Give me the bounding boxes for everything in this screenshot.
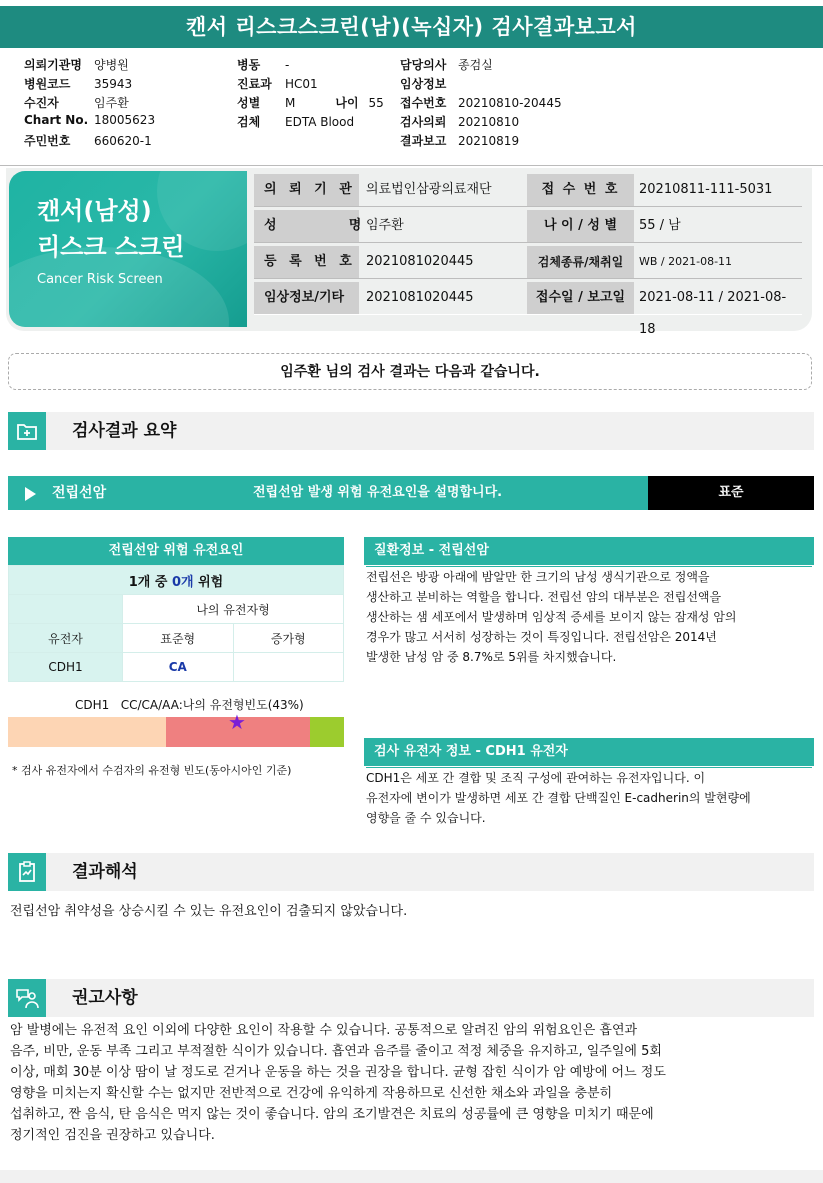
clipboard-report-icon [8, 853, 46, 891]
patient-info-table [254, 171, 802, 337]
meta-key: 검사의뢰 [400, 115, 447, 129]
meta-value: HC01 [285, 77, 318, 91]
meta-key: 결과보고 [400, 134, 447, 148]
meta-value: - [285, 58, 290, 72]
section-summary-header [8, 412, 814, 450]
info-label: 의 뢰 기 관 [254, 174, 359, 206]
text-line: 섭취하고, 짠 음식, 탄 음식은 먹지 않는 것이 좋습니다. 암의 조기발견은 치료의 성공률에 큰 영향을 미치기 때문에 [10, 1107, 654, 1122]
frequency-note: * 검사 유전자에서 수검자의 유전형 빈도(동아시아인 기준) [12, 764, 292, 777]
info-value: 55 / 남 [639, 218, 681, 233]
text-line: 영향을 줄 수 있습니다. [366, 811, 486, 825]
risk-summary-post: 위험 [198, 574, 224, 590]
meta-key: 주민번호 [24, 134, 71, 148]
info-value: 20210811-111-5031 [639, 182, 773, 197]
info-row [254, 207, 802, 243]
table-row [9, 653, 344, 682]
gene-risk-header: 전립선암 위험 유전요인 [8, 537, 344, 565]
cancer-result-bar [8, 476, 814, 510]
text-line: 생산하는 샘 세포에서 발생하며 임상적 증세를 보이지 않는 잠재성 암의 [366, 610, 737, 624]
section-title: 권고사항 [72, 988, 138, 1008]
meta-key: 검체 [237, 115, 261, 129]
frequency-segment-cc [8, 717, 166, 747]
meta-key: 병동 [237, 58, 261, 72]
section-advice-header [8, 979, 814, 1017]
info-row [254, 243, 802, 279]
meta-value: 임주환 [94, 96, 129, 110]
banner-title-line-1: 캔서(남성) [37, 197, 152, 225]
meta-key: Chart No. [24, 113, 89, 127]
my-genotype-header: 나의 유전자형 [123, 595, 344, 624]
doctor-consult-icon [8, 979, 46, 1017]
meta-value: 660620-1 [94, 134, 152, 148]
meta-key: 담당의사 [400, 58, 447, 72]
gene-info-header: 검사 유전자 정보 - CDH1 유전자 [364, 738, 814, 766]
section-title: 검사결과 요약 [72, 421, 177, 441]
info-value: WB / 2021-08-11 [639, 255, 733, 268]
gene-risk-table [8, 565, 344, 682]
info-row [254, 171, 802, 207]
info-label: 접 수 번 호 [527, 174, 634, 206]
meta-value: 20210810 [458, 115, 520, 129]
gene-name: CDH1 [9, 653, 123, 682]
cancer-description: 전립선암 발생 위험 유전요인을 설명합니다. [253, 485, 503, 500]
patient-meta [0, 54, 823, 166]
meta-col-3 [400, 56, 562, 151]
info-label: 성 명 [254, 210, 359, 242]
text-line: 전립선은 방광 아래에 밤알만 한 크기의 남성 생식기관으로 정액을 [366, 570, 710, 584]
interpretation-text: 전립선암 취약성을 상승시킬 수 있는 유전요인이 검출되지 않았습니다. [10, 904, 408, 919]
meta-key: 성별 [237, 96, 261, 110]
risk-status-badge: 표준 [648, 476, 814, 510]
info-value: 2021-08-11 / 2021-08-18 [639, 290, 787, 337]
disease-info-header: 질환정보 - 전립선암 [364, 537, 814, 565]
meta-value: EDTA Blood [285, 115, 355, 129]
meta-value: 18005623 [94, 113, 156, 127]
meta-key: 수진자 [24, 96, 59, 110]
text-line: 발생한 남성 암 중 8.7%로 5위를 차지했습니다. [366, 650, 617, 664]
meta-value: 20210819 [458, 134, 520, 148]
standard-genotype: CA [123, 653, 234, 682]
meta-value: 종검실 [458, 58, 493, 72]
section-title: 결과해석 [72, 862, 138, 882]
meta-value: 20210810-20445 [458, 96, 562, 110]
result-message: 임주환 님의 검사 결과는 다음과 같습니다. [8, 353, 812, 390]
text-line: 이상, 매회 30분 이상 땀이 날 정도로 걷거나 운동을 하는 것을 권장을 합니다. 균형 잡힌 식이가 암 예방에 어느 정도 [10, 1065, 666, 1080]
info-value: 2021081020445 [366, 254, 474, 269]
meta-value-age: 55 [368, 96, 384, 110]
meta-value: 양병원 [94, 58, 129, 72]
genotype-frequency-bar [8, 710, 344, 747]
report-header-panel [6, 168, 812, 337]
meta-key: 의뢰기관명 [24, 58, 82, 72]
info-value: 임주환 [366, 218, 404, 233]
meta-col-1 [24, 56, 155, 151]
banner-title-line-2: 리스크 스크린 [37, 233, 185, 261]
meta-col-2 [237, 56, 384, 132]
text-line: 생산하고 분비하는 역할을 합니다. 전립선 암의 대부분은 전립선액을 [366, 590, 722, 604]
table-cell-empty [9, 595, 123, 624]
info-label: 접수일 / 보고일 [527, 282, 634, 314]
report-title: 캔서 리스크스크린(남)(녹십자) 검사결과보고서 [0, 6, 823, 48]
meta-value: M [285, 96, 296, 110]
text-line: 경우가 많고 서서히 성장하는 것이 특징입니다. 전립선암은 2014년 [366, 630, 717, 644]
meta-value: 35943 [94, 77, 133, 91]
info-value: 2021081020445 [366, 290, 474, 305]
meta-key: 진료과 [237, 77, 272, 91]
section-interpretation-header [8, 853, 814, 891]
increased-genotype [233, 653, 344, 682]
disease-info-body [366, 566, 812, 667]
my-genotype-star-icon: ★ [228, 710, 246, 734]
cancer-name: 전립선암 [52, 485, 107, 501]
triangle-right-icon [25, 487, 36, 501]
info-label: 등 록 번 호 [254, 246, 359, 278]
gene-column-header: 유전자 [9, 624, 123, 653]
info-label: 나 이 / 성 별 [527, 210, 634, 242]
frequency-segment-aa [310, 717, 344, 747]
text-line: 영향을 미치는지 확신할 수는 없지만 전반적으로 건강에 유익하게 작용하므로 신선한 채소와 과일을 충분히 [10, 1086, 613, 1101]
footer-strip [0, 1170, 823, 1183]
meta-key: 병원코드 [24, 77, 71, 91]
text-line: 정기적인 검진을 권장하고 있습니다. [10, 1128, 215, 1143]
product-banner [9, 171, 247, 327]
frequency-label: CDH1 CC/CA/AA:나의 유전형빈도(43%) [75, 698, 304, 712]
risk-summary-count: 0개 [171, 574, 194, 590]
text-line: 유전자에 변이가 발생하면 세포 간 결합 단백질인 E-cadherin의 발현량에 [366, 791, 751, 805]
text-line: 암 발병에는 유전적 요인 이외에 다양한 요인이 작용할 수 있습니다. 공통적으로 알려진 암의 위험요인은 흡연과 [10, 1023, 638, 1038]
text-line: CDH1은 세포 간 결합 및 조직 구성에 관여하는 유전자입니다. 이 [366, 771, 706, 785]
standard-column-header: 표준형 [123, 624, 234, 653]
risk-summary [9, 566, 344, 595]
text-line: 음주, 비만, 운동 부족 그리고 부적절한 식이가 있습니다. 흡연과 음주를 줄이고 적정 체중을 유지하고, 일주일에 5회 [10, 1044, 662, 1059]
meta-key-age: 나이 [335, 96, 359, 110]
banner-subtitle: Cancer Risk Screen [37, 272, 163, 287]
info-row [254, 279, 802, 337]
meta-key: 임상정보 [400, 77, 447, 91]
gene-risk-panel [8, 537, 344, 682]
folder-plus-icon [8, 412, 46, 450]
info-label: 임상정보/기타 [254, 282, 359, 314]
advice-text [10, 1020, 810, 1146]
info-label: 검체종류/채취일 [527, 246, 634, 278]
meta-key: 접수번호 [400, 96, 447, 110]
info-value: 의료법인삼광의료재단 [366, 182, 492, 197]
gene-info-body [366, 767, 812, 828]
increased-column-header: 증가형 [233, 624, 344, 653]
risk-summary-pre: 1개 중 [128, 574, 168, 590]
